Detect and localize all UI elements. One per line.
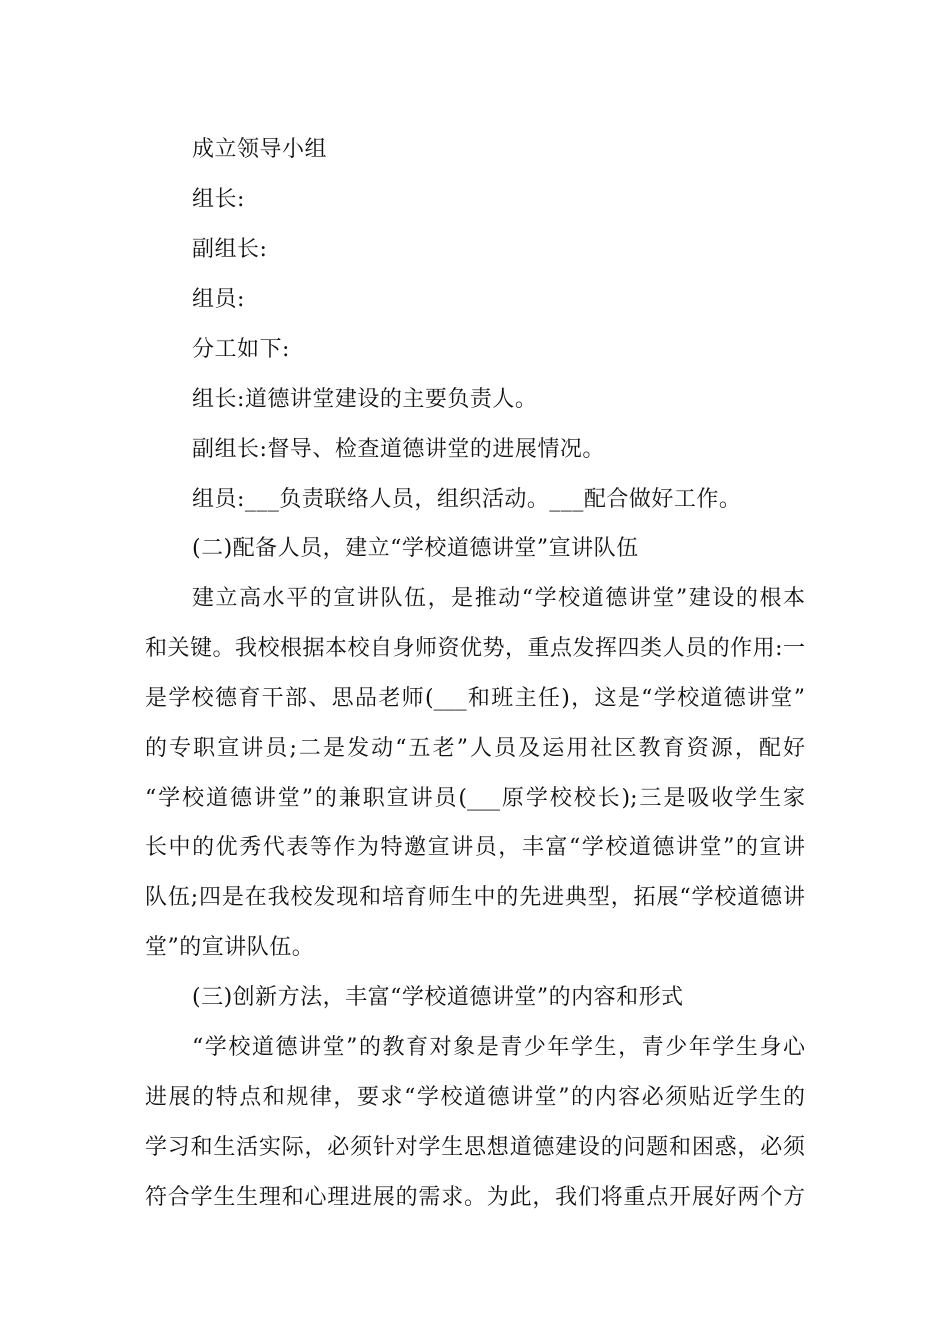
paragraph-line: 队伍;四是在我校发现和培育师生中的先进典型，拓展“学校道德讲 [145,885,805,910]
paragraph-line: “学校道德讲堂”的教育对象是青少年学生，青少年学生身心 [192,1035,805,1060]
paragraph-line: 是学校德育干部、思品老师(___和班主任)，这是“学校道德讲堂” [145,686,805,711]
line-deputy-duty: 副组长:督导、检查道德讲堂的进展情况。 [192,437,605,462]
line-division-of-labor: 分工如下: [192,337,290,362]
paragraph-line: 长中的优秀代表等作为特邀宣讲员，丰富“学校道德讲堂”的宣讲 [145,835,805,860]
heading-leadership-group: 成立领导小组 [192,137,328,162]
line-members-duty: 组员:___负责联络人员，组织活动。___配合做好工作。 [192,487,742,512]
paragraph-line: 建立高水平的宣讲队伍，是推动“学校道德讲堂”建设的根本 [192,586,805,611]
line-group-leader: 组长: [192,187,245,212]
paragraph-line: 符合学生生理和心理进展的需求。为此，我们将重点开展好两个方 [145,1185,805,1210]
paragraph-line: “学校道德讲堂”的兼职宣讲员(___原学校校长);三是吸收学生家 [145,786,805,811]
line-members: 组员: [192,287,245,312]
paragraph-line: 的专职宣讲员;二是发动“五老”人员及运用社区教育资源，配好 [145,736,805,761]
paragraph-line: 和关键。我校根据本校自身师资优势，重点发挥四类人员的作用:一 [145,636,805,661]
section-heading-2: (二)配备人员，建立“学校道德讲堂”宣讲队伍 [192,536,639,561]
paragraph-line: 进展的特点和规律，要求“学校道德讲堂”的内容必须贴近学生的 [145,1085,805,1110]
paragraph-line: 学习和生活实际，必须针对学生思想道德建设的问题和困惑，必须 [145,1135,805,1160]
line-leader-duty: 组长:道德讲堂建设的主要负责人。 [192,387,538,412]
line-deputy-leader: 副组长: [192,237,268,262]
paragraph-line: 堂”的宣讲队伍。 [145,935,315,960]
section-heading-3: (三)创新方法，丰富“学校道德讲堂”的内容和形式 [192,985,684,1010]
